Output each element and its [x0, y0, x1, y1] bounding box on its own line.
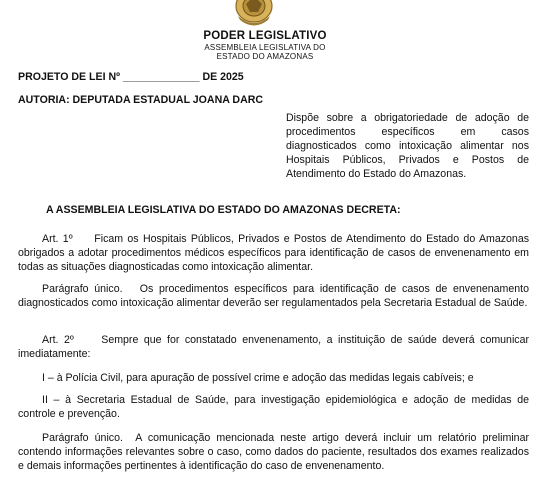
item-2 [18, 393, 529, 421]
header-subtitle-1: ASSEMBLEIA LEGISLATIVA DO [204, 43, 326, 52]
institution-header [190, 30, 340, 61]
paragraph-2-label: Parágrafo único. [42, 432, 123, 444]
article-2 [18, 333, 529, 361]
paragraph-1-label: Parágrafo único. [42, 283, 123, 295]
paragraph-2-text: A comunicação mencionada neste artigo deverá incluir um relatório preliminar contendo informações relevantes sobre o caso, como dados do paciente, resultados dos exames realizados e demais informações pertinentes à identificação do caso de envenenamento. [18, 432, 529, 472]
item-1 [18, 371, 529, 385]
bill-number: PROJETO DE LEI Nº _____________ DE 2025 [18, 71, 244, 83]
paragraph-1-text: Os procedimentos específicos para identificação de casos de envenenamento diagnosticados como intoxicação alimentar deverão ser regulamentados pela Secretaria Estadual de Saúde. [18, 283, 529, 309]
article-1-label: Art. 1º [42, 233, 73, 245]
authorship: AUTORIA: DEPUTADA ESTADUAL JOANA DARC [18, 94, 264, 106]
article-2-text: Sempre que for constatado envenenamento, a instituição de saúde deverá comunicar imediatamente: [18, 334, 530, 360]
item-1-text: I – à Polícia Civil, para apuração de possível crime e adoção das medidas legais cabíveis; e [42, 372, 474, 384]
article-1-text: Ficam os Hospitais Públicos, Privados e Postos de Atendimento do Estado do Amazonas obrigados a adotar procedimentos médicos específicos para identificação de casos de envenenamento em todas as situações diagnosticadas como intoxicação alimentar. [18, 233, 530, 273]
paragraph-2 [18, 431, 529, 473]
decree-heading: A ASSEMBLEIA LEGISLATIVA DO ESTADO DO AMAZONAS DECRETA: [46, 204, 401, 216]
header-title: PODER LEGISLATIVO [203, 30, 327, 42]
bill-summary: Dispõe sobre a obrigatoriedade de adoção de procedimentos específicos em casos diagnosticados como intoxicação alimentar nos Hospitais Públicos, Privados e Postos de Atendimento do Estado do Amazonas. [286, 112, 529, 180]
item-2-text: II – à Secretaria Estadual de Saúde, para investigação epidemiológica e adoção de medidas de controle e prevenção. [18, 394, 529, 420]
article-2-label: Art. 2º [42, 334, 74, 346]
coat-of-arms-icon [232, 0, 276, 28]
header-subtitle-2: ESTADO DO AMAZONAS [216, 52, 314, 61]
paragraph-1 [18, 282, 529, 310]
article-1 [18, 232, 529, 274]
